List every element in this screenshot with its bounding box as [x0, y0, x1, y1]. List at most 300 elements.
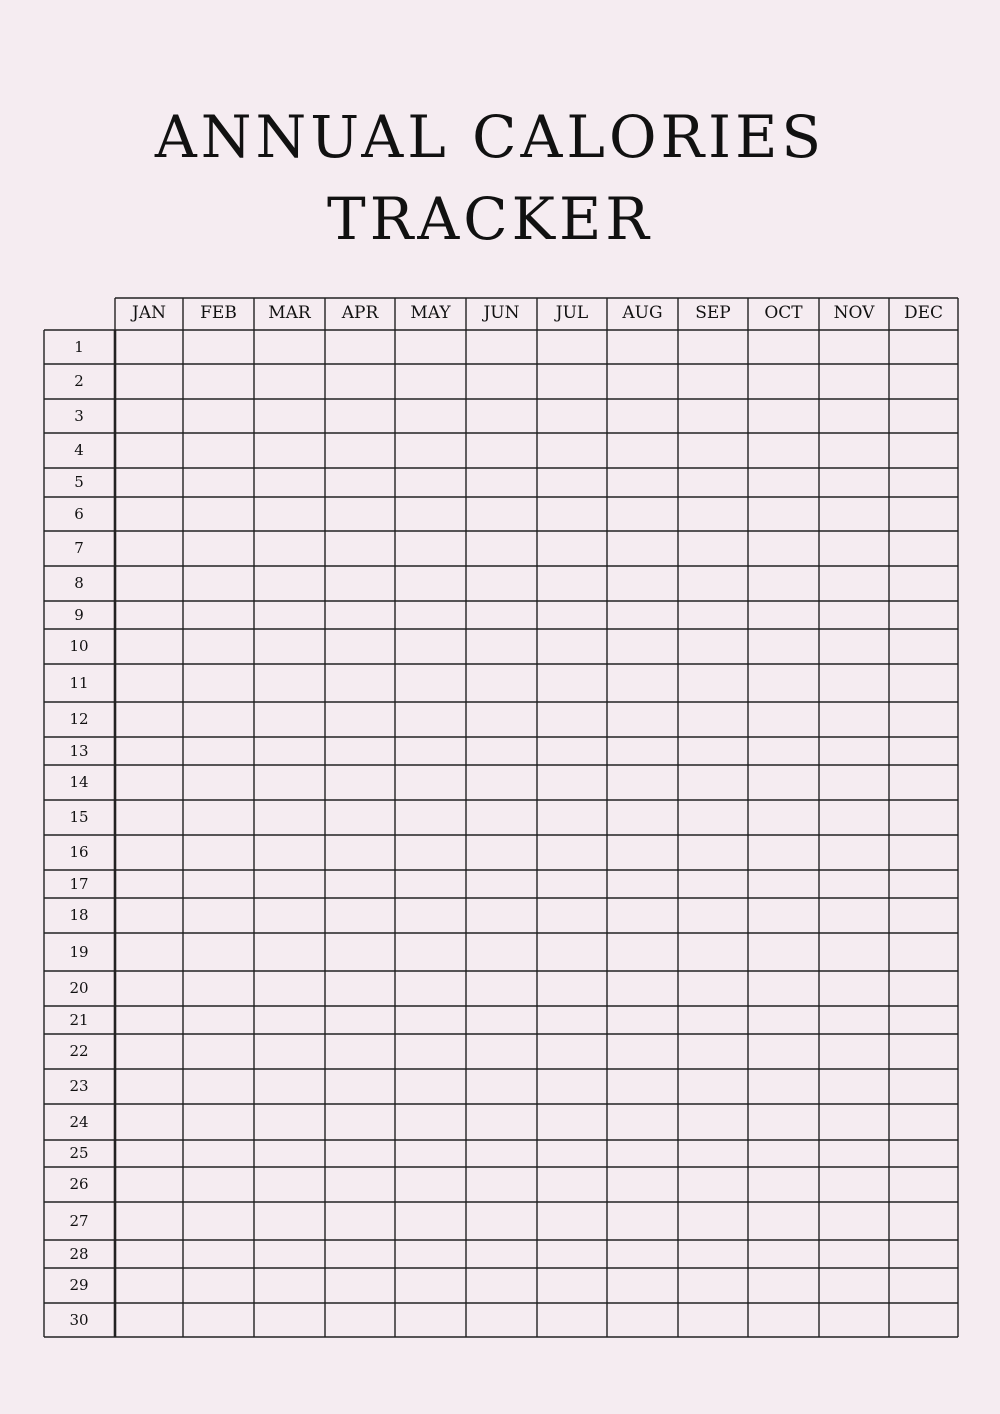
calorie-cell[interactable] [749, 1007, 818, 1033]
calorie-cell[interactable] [255, 434, 324, 467]
calorie-cell[interactable] [467, 331, 536, 363]
calorie-cell[interactable] [255, 498, 324, 530]
calorie-cell[interactable] [820, 602, 888, 628]
calorie-cell[interactable] [679, 1304, 747, 1336]
calorie-cell[interactable] [116, 665, 182, 701]
calorie-cell[interactable] [116, 1141, 182, 1166]
calorie-cell[interactable] [890, 766, 957, 799]
calorie-cell[interactable] [820, 871, 888, 897]
calorie-cell[interactable] [184, 532, 253, 565]
calorie-cell[interactable] [749, 331, 818, 363]
calorie-cell[interactable] [396, 836, 465, 869]
calorie-cell[interactable] [255, 1141, 324, 1166]
calorie-cell[interactable] [820, 766, 888, 799]
calorie-cell[interactable] [467, 836, 536, 869]
calorie-cell[interactable] [608, 1168, 677, 1201]
calorie-cell[interactable] [749, 1168, 818, 1201]
calorie-cell[interactable] [820, 1007, 888, 1033]
calorie-cell[interactable] [326, 365, 394, 398]
calorie-cell[interactable] [890, 532, 957, 565]
calorie-cell[interactable] [326, 567, 394, 600]
calorie-cell[interactable] [116, 365, 182, 398]
calorie-cell[interactable] [538, 1269, 606, 1302]
calorie-cell[interactable] [679, 738, 747, 764]
calorie-cell[interactable] [184, 365, 253, 398]
calorie-cell[interactable] [679, 365, 747, 398]
calorie-cell[interactable] [820, 972, 888, 1005]
calorie-cell[interactable] [608, 766, 677, 799]
calorie-cell[interactable] [467, 630, 536, 663]
calorie-cell[interactable] [749, 738, 818, 764]
calorie-cell[interactable] [890, 836, 957, 869]
calorie-cell[interactable] [749, 836, 818, 869]
calorie-cell[interactable] [184, 1203, 253, 1239]
calorie-cell[interactable] [679, 1203, 747, 1239]
calorie-cell[interactable] [608, 331, 677, 363]
calorie-cell[interactable] [326, 703, 394, 736]
calorie-cell[interactable] [255, 934, 324, 970]
calorie-cell[interactable] [184, 434, 253, 467]
calorie-cell[interactable] [679, 1241, 747, 1267]
calorie-cell[interactable] [255, 532, 324, 565]
calorie-cell[interactable] [890, 1203, 957, 1239]
calorie-cell[interactable] [820, 1141, 888, 1166]
calorie-cell[interactable] [679, 1070, 747, 1103]
calorie-cell[interactable] [255, 1035, 324, 1068]
calorie-cell[interactable] [255, 400, 324, 432]
calorie-cell[interactable] [326, 1007, 394, 1033]
calorie-cell[interactable] [679, 836, 747, 869]
calorie-cell[interactable] [255, 1241, 324, 1267]
calorie-cell[interactable] [820, 1203, 888, 1239]
calorie-cell[interactable] [679, 498, 747, 530]
calorie-cell[interactable] [255, 1304, 324, 1336]
calorie-cell[interactable] [538, 331, 606, 363]
calorie-cell[interactable] [890, 567, 957, 600]
calorie-cell[interactable] [116, 1203, 182, 1239]
calorie-cell[interactable] [396, 1035, 465, 1068]
calorie-cell[interactable] [538, 1070, 606, 1103]
calorie-cell[interactable] [184, 738, 253, 764]
calorie-cell[interactable] [890, 934, 957, 970]
calorie-cell[interactable] [890, 400, 957, 432]
calorie-cell[interactable] [608, 738, 677, 764]
calorie-cell[interactable] [538, 498, 606, 530]
calorie-cell[interactable] [116, 738, 182, 764]
calorie-cell[interactable] [467, 567, 536, 600]
calorie-cell[interactable] [890, 871, 957, 897]
calorie-cell[interactable] [116, 899, 182, 932]
calorie-cell[interactable] [890, 738, 957, 764]
calorie-cell[interactable] [326, 1035, 394, 1068]
calorie-cell[interactable] [396, 1203, 465, 1239]
calorie-cell[interactable] [396, 365, 465, 398]
calorie-cell[interactable] [396, 434, 465, 467]
calorie-cell[interactable] [749, 602, 818, 628]
calorie-cell[interactable] [326, 469, 394, 496]
calorie-cell[interactable] [116, 630, 182, 663]
calorie-cell[interactable] [255, 836, 324, 869]
calorie-cell[interactable] [255, 738, 324, 764]
calorie-cell[interactable] [184, 1269, 253, 1302]
calorie-cell[interactable] [679, 665, 747, 701]
calorie-cell[interactable] [749, 899, 818, 932]
calorie-cell[interactable] [184, 899, 253, 932]
calorie-cell[interactable] [538, 1241, 606, 1267]
calorie-cell[interactable] [749, 630, 818, 663]
calorie-cell[interactable] [538, 665, 606, 701]
calorie-cell[interactable] [679, 899, 747, 932]
calorie-cell[interactable] [184, 934, 253, 970]
calorie-cell[interactable] [396, 1168, 465, 1201]
calorie-cell[interactable] [255, 871, 324, 897]
calorie-cell[interactable] [184, 602, 253, 628]
calorie-cell[interactable] [467, 1269, 536, 1302]
calorie-cell[interactable] [255, 801, 324, 834]
calorie-cell[interactable] [255, 1269, 324, 1302]
calorie-cell[interactable] [608, 972, 677, 1005]
calorie-cell[interactable] [890, 1035, 957, 1068]
calorie-cell[interactable] [538, 1304, 606, 1336]
calorie-cell[interactable] [396, 1241, 465, 1267]
calorie-cell[interactable] [749, 434, 818, 467]
calorie-cell[interactable] [116, 1035, 182, 1068]
calorie-cell[interactable] [608, 934, 677, 970]
calorie-cell[interactable] [255, 469, 324, 496]
calorie-cell[interactable] [749, 532, 818, 565]
calorie-cell[interactable] [116, 532, 182, 565]
calorie-cell[interactable] [116, 1168, 182, 1201]
calorie-cell[interactable] [749, 498, 818, 530]
calorie-cell[interactable] [679, 532, 747, 565]
calorie-cell[interactable] [820, 567, 888, 600]
calorie-cell[interactable] [184, 469, 253, 496]
calorie-cell[interactable] [679, 567, 747, 600]
calorie-cell[interactable] [608, 1141, 677, 1166]
calorie-cell[interactable] [467, 602, 536, 628]
calorie-cell[interactable] [396, 871, 465, 897]
calorie-cell[interactable] [820, 665, 888, 701]
calorie-cell[interactable] [184, 1141, 253, 1166]
calorie-cell[interactable] [326, 1203, 394, 1239]
calorie-cell[interactable] [608, 801, 677, 834]
calorie-cell[interactable] [116, 1241, 182, 1267]
calorie-cell[interactable] [467, 665, 536, 701]
calorie-cell[interactable] [467, 434, 536, 467]
calorie-cell[interactable] [608, 365, 677, 398]
calorie-cell[interactable] [679, 434, 747, 467]
calorie-cell[interactable] [116, 567, 182, 600]
calorie-cell[interactable] [116, 434, 182, 467]
calorie-cell[interactable] [184, 331, 253, 363]
calorie-cell[interactable] [326, 331, 394, 363]
calorie-cell[interactable] [396, 1105, 465, 1139]
calorie-cell[interactable] [467, 1203, 536, 1239]
calorie-cell[interactable] [679, 871, 747, 897]
calorie-cell[interactable] [255, 1070, 324, 1103]
calorie-cell[interactable] [679, 1269, 747, 1302]
calorie-cell[interactable] [538, 801, 606, 834]
calorie-cell[interactable] [608, 1105, 677, 1139]
calorie-cell[interactable] [679, 602, 747, 628]
calorie-cell[interactable] [116, 836, 182, 869]
calorie-cell[interactable] [820, 630, 888, 663]
calorie-cell[interactable] [749, 703, 818, 736]
calorie-cell[interactable] [326, 1070, 394, 1103]
calorie-cell[interactable] [184, 1105, 253, 1139]
calorie-cell[interactable] [467, 1105, 536, 1139]
calorie-cell[interactable] [116, 1304, 182, 1336]
calorie-cell[interactable] [820, 1070, 888, 1103]
calorie-cell[interactable] [820, 434, 888, 467]
calorie-cell[interactable] [749, 972, 818, 1005]
calorie-cell[interactable] [255, 1105, 324, 1139]
calorie-cell[interactable] [608, 567, 677, 600]
calorie-cell[interactable] [326, 434, 394, 467]
calorie-cell[interactable] [467, 498, 536, 530]
calorie-cell[interactable] [396, 801, 465, 834]
calorie-cell[interactable] [749, 766, 818, 799]
calorie-cell[interactable] [467, 469, 536, 496]
calorie-cell[interactable] [538, 1168, 606, 1201]
calorie-cell[interactable] [326, 1141, 394, 1166]
calorie-cell[interactable] [184, 1168, 253, 1201]
calorie-cell[interactable] [255, 766, 324, 799]
calorie-cell[interactable] [608, 836, 677, 869]
calorie-cell[interactable] [538, 871, 606, 897]
calorie-cell[interactable] [116, 1070, 182, 1103]
calorie-cell[interactable] [608, 871, 677, 897]
calorie-cell[interactable] [890, 365, 957, 398]
calorie-cell[interactable] [538, 738, 606, 764]
calorie-cell[interactable] [255, 630, 324, 663]
calorie-cell[interactable] [679, 469, 747, 496]
calorie-cell[interactable] [467, 738, 536, 764]
calorie-cell[interactable] [608, 1035, 677, 1068]
calorie-cell[interactable] [538, 836, 606, 869]
calorie-cell[interactable] [538, 602, 606, 628]
calorie-cell[interactable] [184, 400, 253, 432]
calorie-cell[interactable] [538, 630, 606, 663]
calorie-cell[interactable] [679, 766, 747, 799]
calorie-cell[interactable] [116, 602, 182, 628]
calorie-cell[interactable] [608, 1241, 677, 1267]
calorie-cell[interactable] [326, 899, 394, 932]
calorie-cell[interactable] [396, 532, 465, 565]
calorie-cell[interactable] [608, 498, 677, 530]
calorie-cell[interactable] [255, 602, 324, 628]
calorie-cell[interactable] [184, 972, 253, 1005]
calorie-cell[interactable] [326, 532, 394, 565]
calorie-cell[interactable] [538, 567, 606, 600]
calorie-cell[interactable] [608, 602, 677, 628]
calorie-cell[interactable] [679, 934, 747, 970]
calorie-cell[interactable] [326, 602, 394, 628]
calorie-cell[interactable] [116, 766, 182, 799]
calorie-cell[interactable] [890, 1105, 957, 1139]
calorie-cell[interactable] [538, 899, 606, 932]
calorie-cell[interactable] [184, 567, 253, 600]
calorie-cell[interactable] [184, 703, 253, 736]
calorie-cell[interactable] [749, 1105, 818, 1139]
calorie-cell[interactable] [326, 1304, 394, 1336]
calorie-cell[interactable] [255, 1203, 324, 1239]
calorie-cell[interactable] [255, 1007, 324, 1033]
calorie-cell[interactable] [467, 1168, 536, 1201]
calorie-cell[interactable] [396, 469, 465, 496]
calorie-cell[interactable] [116, 703, 182, 736]
calorie-cell[interactable] [116, 400, 182, 432]
calorie-cell[interactable] [890, 331, 957, 363]
calorie-cell[interactable] [467, 1141, 536, 1166]
calorie-cell[interactable] [749, 1304, 818, 1336]
calorie-cell[interactable] [538, 766, 606, 799]
calorie-cell[interactable] [890, 665, 957, 701]
calorie-cell[interactable] [255, 1168, 324, 1201]
calorie-cell[interactable] [326, 738, 394, 764]
calorie-cell[interactable] [184, 871, 253, 897]
calorie-cell[interactable] [820, 836, 888, 869]
calorie-cell[interactable] [820, 331, 888, 363]
calorie-cell[interactable] [608, 469, 677, 496]
calorie-cell[interactable] [608, 1007, 677, 1033]
calorie-cell[interactable] [820, 703, 888, 736]
calorie-cell[interactable] [116, 934, 182, 970]
calorie-cell[interactable] [608, 400, 677, 432]
calorie-cell[interactable] [184, 801, 253, 834]
calorie-cell[interactable] [820, 365, 888, 398]
calorie-cell[interactable] [890, 434, 957, 467]
calorie-cell[interactable] [890, 899, 957, 932]
calorie-cell[interactable] [255, 703, 324, 736]
calorie-cell[interactable] [184, 836, 253, 869]
calorie-cell[interactable] [890, 1168, 957, 1201]
calorie-cell[interactable] [467, 972, 536, 1005]
calorie-cell[interactable] [326, 934, 394, 970]
calorie-cell[interactable] [679, 1007, 747, 1033]
calorie-cell[interactable] [890, 498, 957, 530]
calorie-cell[interactable] [820, 801, 888, 834]
calorie-cell[interactable] [820, 1168, 888, 1201]
calorie-cell[interactable] [679, 1035, 747, 1068]
calorie-cell[interactable] [467, 703, 536, 736]
calorie-cell[interactable] [749, 400, 818, 432]
calorie-cell[interactable] [820, 934, 888, 970]
calorie-cell[interactable] [749, 934, 818, 970]
calorie-cell[interactable] [820, 1241, 888, 1267]
calorie-cell[interactable] [538, 972, 606, 1005]
calorie-cell[interactable] [890, 1007, 957, 1033]
calorie-cell[interactable] [255, 331, 324, 363]
calorie-cell[interactable] [396, 567, 465, 600]
calorie-cell[interactable] [467, 532, 536, 565]
calorie-cell[interactable] [820, 469, 888, 496]
calorie-cell[interactable] [396, 738, 465, 764]
calorie-cell[interactable] [890, 1304, 957, 1336]
calorie-cell[interactable] [749, 665, 818, 701]
calorie-cell[interactable] [820, 400, 888, 432]
calorie-cell[interactable] [749, 1141, 818, 1166]
calorie-cell[interactable] [890, 630, 957, 663]
calorie-cell[interactable] [890, 801, 957, 834]
calorie-cell[interactable] [538, 1105, 606, 1139]
calorie-cell[interactable] [396, 1269, 465, 1302]
calorie-cell[interactable] [679, 630, 747, 663]
calorie-cell[interactable] [396, 630, 465, 663]
calorie-cell[interactable] [396, 899, 465, 932]
calorie-cell[interactable] [184, 1007, 253, 1033]
calorie-cell[interactable] [467, 899, 536, 932]
calorie-cell[interactable] [538, 532, 606, 565]
calorie-cell[interactable] [749, 1269, 818, 1302]
calorie-cell[interactable] [890, 469, 957, 496]
calorie-cell[interactable] [184, 1304, 253, 1336]
calorie-cell[interactable] [467, 766, 536, 799]
calorie-cell[interactable] [184, 630, 253, 663]
calorie-cell[interactable] [396, 400, 465, 432]
calorie-cell[interactable] [396, 972, 465, 1005]
calorie-cell[interactable] [326, 766, 394, 799]
calorie-cell[interactable] [608, 434, 677, 467]
calorie-cell[interactable] [679, 801, 747, 834]
calorie-cell[interactable] [326, 400, 394, 432]
calorie-cell[interactable] [538, 365, 606, 398]
calorie-cell[interactable] [184, 766, 253, 799]
calorie-cell[interactable] [608, 630, 677, 663]
calorie-cell[interactable] [538, 1203, 606, 1239]
calorie-cell[interactable] [749, 469, 818, 496]
calorie-cell[interactable] [608, 532, 677, 565]
calorie-cell[interactable] [890, 1070, 957, 1103]
calorie-cell[interactable] [116, 1105, 182, 1139]
calorie-cell[interactable] [749, 567, 818, 600]
calorie-cell[interactable] [116, 1007, 182, 1033]
calorie-cell[interactable] [467, 1304, 536, 1336]
calorie-cell[interactable] [749, 1035, 818, 1068]
calorie-cell[interactable] [820, 899, 888, 932]
calorie-cell[interactable] [255, 899, 324, 932]
calorie-cell[interactable] [326, 1105, 394, 1139]
calorie-cell[interactable] [890, 972, 957, 1005]
calorie-cell[interactable] [679, 972, 747, 1005]
calorie-cell[interactable] [538, 469, 606, 496]
calorie-cell[interactable] [396, 1304, 465, 1336]
calorie-cell[interactable] [749, 1070, 818, 1103]
calorie-cell[interactable] [467, 871, 536, 897]
calorie-cell[interactable] [538, 934, 606, 970]
calorie-cell[interactable] [184, 1070, 253, 1103]
calorie-cell[interactable] [116, 801, 182, 834]
calorie-cell[interactable] [820, 498, 888, 530]
calorie-cell[interactable] [326, 801, 394, 834]
calorie-cell[interactable] [116, 871, 182, 897]
calorie-cell[interactable] [467, 801, 536, 834]
calorie-cell[interactable] [326, 1168, 394, 1201]
calorie-cell[interactable] [538, 434, 606, 467]
calorie-cell[interactable] [749, 801, 818, 834]
calorie-cell[interactable] [679, 331, 747, 363]
calorie-cell[interactable] [255, 365, 324, 398]
calorie-cell[interactable] [820, 1035, 888, 1068]
calorie-cell[interactable] [679, 703, 747, 736]
calorie-cell[interactable] [396, 498, 465, 530]
calorie-cell[interactable] [890, 703, 957, 736]
calorie-cell[interactable] [326, 1241, 394, 1267]
calorie-cell[interactable] [890, 1269, 957, 1302]
calorie-cell[interactable] [608, 1269, 677, 1302]
calorie-cell[interactable] [396, 1007, 465, 1033]
calorie-cell[interactable] [749, 365, 818, 398]
